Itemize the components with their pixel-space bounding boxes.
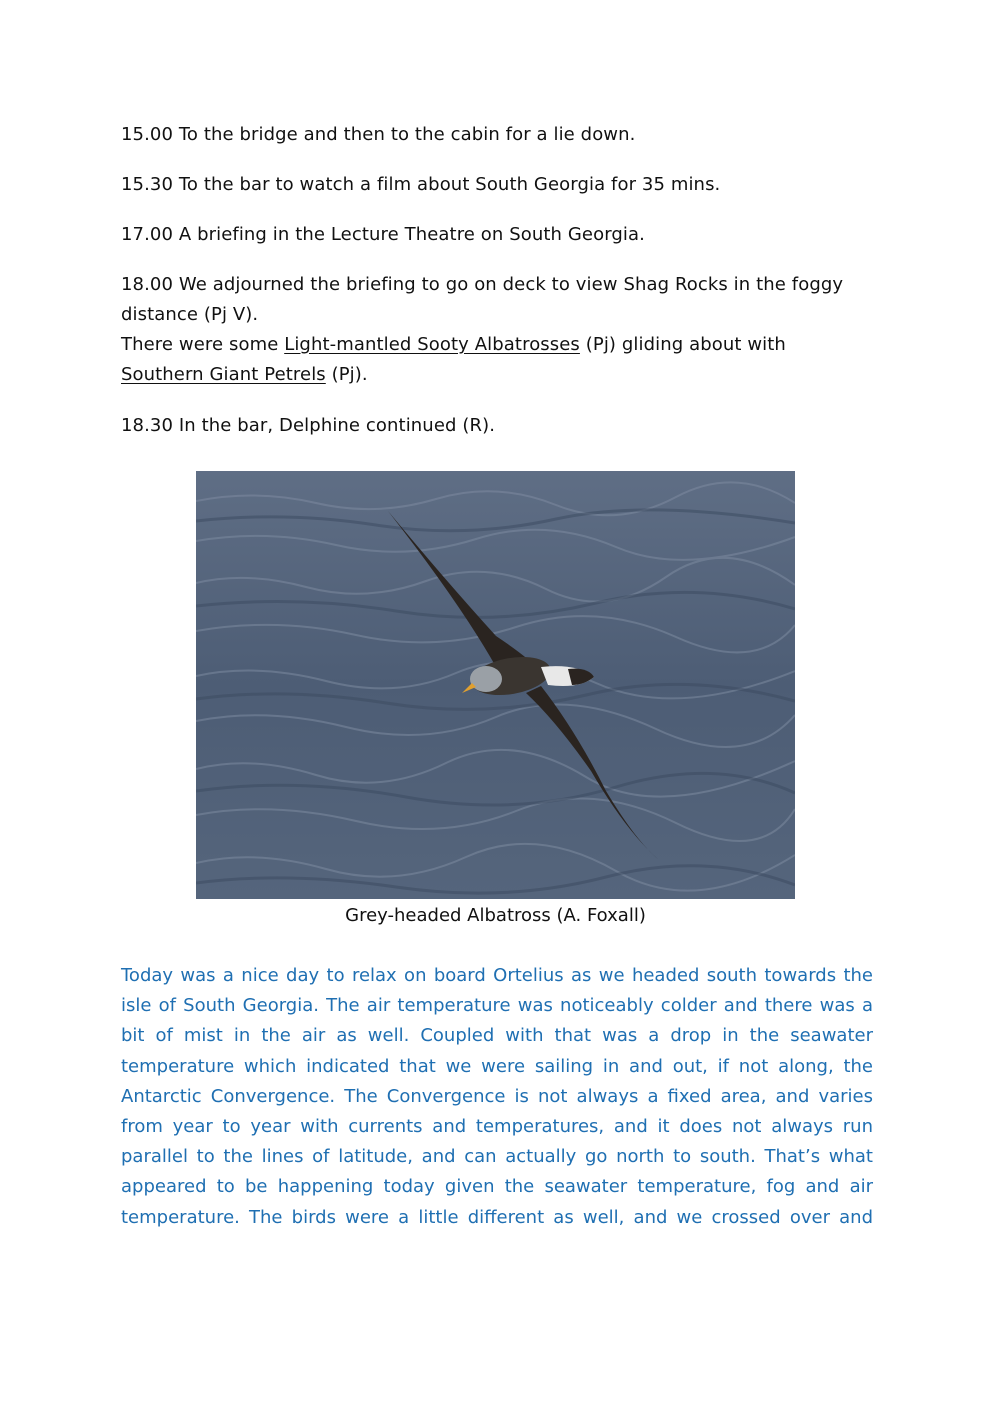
sighting-prefix: There were some xyxy=(121,334,285,355)
log-entry-1830: 18.30 In the bar, Delphine continued (R). xyxy=(121,415,496,436)
photo-caption: Grey-headed Albatross (A. Foxall) xyxy=(345,905,646,926)
log-entry-1530: 15.30 To the bar to watch a film about South Georgia for 35 mins. xyxy=(121,174,721,195)
narrative-paragraph xyxy=(121,961,873,1233)
sighting-line-2 xyxy=(121,360,368,390)
narrative-line: bit of mist in the air as well. Coupled with that was a drop in the seawater xyxy=(121,1025,873,1047)
log-entry-1800-cont: distance (Pj V). xyxy=(121,304,259,325)
narrative-line: isle of South Georgia. The air temperature was noticeably colder and there was a xyxy=(121,995,873,1017)
sighting-suffix: (Pj). xyxy=(325,364,368,385)
log-entry-1800: 18.00 We adjourned the briefing to go on deck to view Shag Rocks in the foggy xyxy=(121,274,844,295)
narrative-line: Today was a nice day to relax on board Ortelius as we headed south towards the xyxy=(121,965,873,986)
sighting-mid: (Pj) gliding about with xyxy=(579,334,786,355)
species-link-sooty-albatross: Light-mantled Sooty Albatrosses xyxy=(284,334,580,355)
narrative-line: temperature. The birds were a little different as well, and we crossed over and xyxy=(121,1206,873,1228)
albatross-photo xyxy=(196,471,795,899)
narrative-line: Antarctic Convergence. The Convergence is not always a fixed area, and varies xyxy=(121,1085,873,1107)
narrative-line: parallel to the lines of latitude, and can actually go north to south. That’s what xyxy=(121,1146,873,1168)
species-link-giant-petrel: Southern Giant Petrels xyxy=(121,364,326,385)
narrative-line: appeared to be happening today given the seawater temperature, fog and air xyxy=(121,1176,873,1198)
sighting-line-1 xyxy=(121,330,786,360)
narrative-line: temperature which indicated that we were sailing in and out, if not along, the xyxy=(121,1055,873,1077)
narrative-line: from year to year with currents and temperatures, and it does not always run xyxy=(121,1116,873,1138)
log-entry-1700: 17.00 A briefing in the Lecture Theatre on South Georgia. xyxy=(121,224,645,245)
log-entry-1500: 15.00 To the bridge and then to the cabin for a lie down. xyxy=(121,124,636,145)
